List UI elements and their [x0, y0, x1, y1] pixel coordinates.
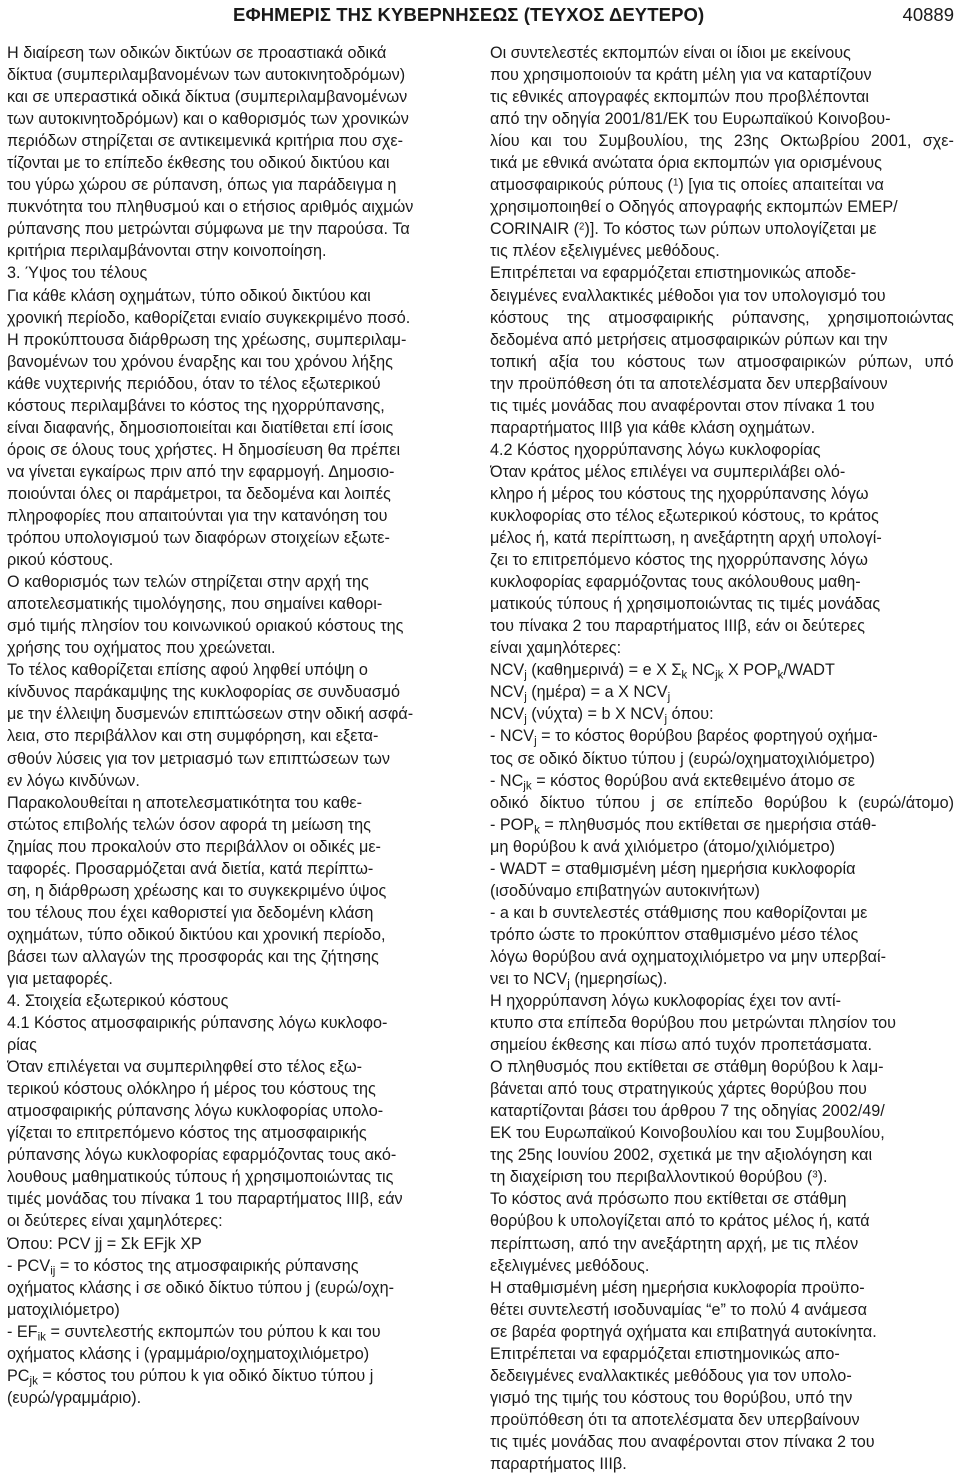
right-column-line: νει το $NCV_j$ (ημερησίως).	[490, 969, 668, 991]
left-column-line: περιόδων στηρίζεται σε αντικειμενικά κριτήρια που σχε-	[7, 132, 403, 151]
left-column-line: κίνδυνος παράκαμψης της κυκλοφορίας σε συνδυασμό	[7, 683, 401, 702]
left-column-line: τιμές μονάδας του πίνακα 1 του παραρτήματος ΙΙΙβ, εάν	[7, 1190, 403, 1209]
left-column-line: Η διαίρεση των οδικών δικτύων σε προαστιακά οδικά	[7, 44, 387, 62]
right-column-line: κόστους της ατμοσφαιρικής ρύπανσης, χρησιμοποιώντας	[490, 308, 954, 327]
right-column-line: σημείου έκθεσης και πίσω από τυχόν προπετάσματα.	[490, 1036, 873, 1055]
right-column-line: - WADT = σταθμισμένη μέση ημερήσια κυκλοφορία	[490, 859, 856, 878]
left-column-line: στώτος επιβολής τελών όσον αφορά τη μείωση της	[7, 815, 371, 834]
right-column-line: τις εθνικές απογραφές εκπομπών που προβλέπονται	[490, 88, 869, 107]
left-column-line: $PC_{jk} = \kappa ό\sigma\tau o\varsigma$ του ρύπου k για οδικό δίκτυο τύπου j	[7, 1366, 374, 1387]
right-column-line: Οι συντελεστές εκπομπών είναι οι ίδιοι με εκείνους	[490, 44, 851, 62]
right-column-line: σε βαρέα φορτηγά οχήματα και επιβατηγά αυτοκίνητα.	[490, 1322, 877, 1341]
right-column-line: ατμοσφαιρικούς ρύπους ($^1$) [για τις οποίες απαιτείται να	[490, 176, 884, 195]
left-column-line: σμό τιμής πλησίον του κοινωνικού οριακού κόστους της	[7, 617, 404, 636]
right-column-line: δειγμένες εναλλακτικές μέθοδοι για τον υπολογισμό του	[490, 286, 886, 305]
right-column-line: χρησιμοποιηθεί ο Οδηγός απογραφής εκπομπών EMEP/	[490, 198, 898, 217]
left-text-column	[7, 42, 471, 1409]
right-column-line: του πίνακα 2 του παραρτήματος ΙΙΙβ, εάν οι δεύτερες	[490, 617, 865, 636]
left-column-line: οι δεύτερες είναι χαμηλότερες:	[7, 1212, 223, 1231]
right-column-line: Επιτρέπεται να εφαρμόζεται επιστημονικώς αποδε-	[490, 264, 857, 283]
right-column-line: εξελιγμένες μεθόδους.	[490, 1256, 650, 1275]
left-column-line: εν λόγω κινδύνων.	[7, 771, 140, 790]
left-column-line: κριτήρια περιλαμβάνονται στην κοινοποίηση.	[7, 242, 327, 261]
right-column-line: είναι χαμηλότερες:	[490, 639, 622, 658]
right-column-line: τοπική αξία του κόστους των ατμοσφαιρικών ρύπων, υπό	[490, 352, 954, 371]
right-column-line: CORINAIR ($^2$)]. Το κόστος των ρύπων υπολογίζεται με	[490, 220, 877, 239]
left-column-line: βάσει των αλλαγών της προσφοράς και της ζήτησης	[7, 947, 379, 966]
left-column-line: αποτελεσματικής τιμολόγησης, που σημαίνει καθορι-	[7, 595, 383, 614]
left-column-line: δίκτυα (συμπεριλαμβανομένων των αυτοκινητοδρόμων)	[7, 66, 406, 85]
right-column-line: προϋπόθεση ότι τα αποτελέσματα δεν υπερβαίνουν	[490, 1410, 860, 1429]
right-column-line: Το κόστος ανά πρόσωπο που εκτίθεται σε στάθμη	[490, 1190, 847, 1209]
left-column-line: ταφορές. Προσαρμόζεται ανά διετία, κατά περίπτω-	[7, 859, 374, 878]
right-column-line: ζει το επιτρεπόμενο κόστος της ηχορρύπανσης λόγω	[490, 551, 868, 570]
right-column-line: μέλος ή, κατά περίπτωση, η ανεξάρτητη αρχή υπολογί-	[490, 529, 882, 548]
left-column-line: ρίας	[7, 1036, 37, 1055]
left-column-line: Ο καθορισμός των τελών στηρίζεται στην αρχή της	[7, 573, 369, 592]
left-column-line: τερικού κόστους ολόκληρο ή μέρος του κόστους της	[7, 1080, 376, 1099]
right-column-line: Ο πληθυσμός που εκτίθεται σε στάθμη θορύβου k λαμ-	[490, 1058, 884, 1077]
left-column-line: πυκνότητα του πληθυσμού και ο ετήσιος αριθμός αιχμών	[7, 198, 414, 217]
left-column-line: ρύπανσης που μετρώνται σύμφωνα με την παρούσα. Τα	[7, 220, 410, 239]
left-column-line: 4.1 Κόστος ατμοσφαιρικής ρύπανσης λόγω κυκλοφο-	[7, 1014, 388, 1033]
right-column-line: μη θορύβου k ανά χιλιόμετρο (άτομο/χιλιόμετρο)	[490, 837, 835, 856]
right-column-line: οδικό δίκτυο τύπου j σε επίπεδο θορύβου k (ευρώ/άτομο)	[490, 793, 954, 812]
left-column-line: Το τέλος καθορίζεται επίσης αφού ληφθεί υπόψη ο	[7, 661, 368, 680]
right-column-line: δεδομένα από μετρήσεις ατμοσφαιρικών ρύπων και την	[490, 330, 888, 349]
page-number: 40889	[902, 4, 954, 25]
left-column-line: Για κάθε κλάση οχημάτων, τύπο οδικού δικτύου και	[7, 286, 371, 305]
right-column-line: βάνεται από τους στρατηγικούς χάρτες θορύβου που	[490, 1080, 867, 1099]
left-column-line: Η προκύπτουσα διάρθρωση της χρέωσης, συμπεριλαμ-	[7, 330, 407, 349]
left-column-line: ματοχιλιόμετρο)	[7, 1300, 120, 1319]
right-text-column	[490, 42, 954, 1475]
right-column-line: από την οδηγία 2001/81/ΕΚ του Ευρωπαϊκού Κοινοβου-	[490, 110, 891, 129]
right-column-line: κυκλοφορίας εφαρμόζοντας τους ακόλουθους μαθη-	[490, 573, 861, 592]
right-column-line: $NCV_j$ (ημέρα) = a X $NCV_j$	[490, 683, 671, 704]
right-column-line: Η σταθμισμένη μέση ημερήσια κυκλοφορία προϋπο-	[490, 1278, 865, 1297]
left-column-line: με την έλλειψη δυσμενών επιπτώσεων στην οδική ασφά-	[7, 705, 414, 724]
right-column-line: τις πλέον εξελιγμένες μεθόδους.	[490, 242, 720, 261]
left-column-line: του τέλους που έχει καθοριστεί για δεδομένη κλάση	[7, 903, 374, 922]
right-column-line: $NCV_j$ (καθημερινά) = e X $\Sigma_k$ $NC_{jk}$ X $POP_k$/WADT	[490, 661, 835, 682]
right-column-line: παραρτήματος ΙΙΙβ για κάθε κλάση οχημάτων.	[490, 418, 816, 437]
left-column-line: ζημίας που προκαλούν στο περιβάλλον οι οδικές με-	[7, 837, 381, 856]
left-column-line: χρήσης του οχήματος που χρεώνεται.	[7, 639, 276, 658]
left-column-line: Παρακολουθείται η αποτελεσματικότητα του καθε-	[7, 793, 362, 812]
right-column-line: που χρησιμοποιούν τα κράτη μέλη για να καταρτίζουν	[490, 66, 872, 85]
right-column-line: - $NC_{jk} = \kappa ό\sigma\tau o\varsigma$ θορύβου ανά εκτεθειμένο άτομο σε	[490, 771, 855, 792]
right-column-line: κυκλοφορίας στο τέλος εξωτερικού κόστους, το κράτος	[490, 506, 879, 525]
left-column-line: κόστους περιλαμβάνει το κόστος της ηχορρύπανσης,	[7, 396, 385, 415]
left-column-line: όροις σε όλους τους χρήστες. Η δημοσίευση θα πρέπει	[7, 440, 401, 459]
left-column-line: Όπου: PCV jj = Σk EFjk XP	[7, 1234, 202, 1253]
left-column-line: είναι διαφανής, δημοσιοποιείται και διατίθεται επί ίσοις	[7, 418, 394, 437]
left-column-line: ση, η διάρθρωση χρέωσης και το συγκεκριμένο ύψος	[7, 881, 387, 900]
left-column-line: (ευρώ/γραμμάριο).	[7, 1388, 142, 1407]
right-column-line: καταρτίζονται βάσει του άρθρου 7 της οδηγίας 2002/49/	[490, 1102, 885, 1121]
right-column-line: θορύβου k υπολογίζεται από το κράτος μέλος ή, κατά	[490, 1212, 870, 1231]
left-column-line: για μεταφορές.	[7, 969, 113, 988]
right-column-line: παραρτήματος ΙΙΙβ.	[490, 1455, 627, 1473]
right-column-line: την προϋπόθεση ότι τα αποτελέσματα δεν υπερβαίνουν	[490, 374, 888, 393]
right-column-line: (ισοδύναμο επιβατηγών αυτοκινήτων)	[490, 881, 760, 900]
left-column-line: πληροφορίες που απαιτούνται για την κατανόηση του	[7, 506, 388, 525]
left-column-line: χρονική περίοδο, καθορίζεται ενιαίο συγκεκριμένο ποσό.	[7, 308, 411, 327]
left-column-line: ατμοσφαιρικής ρύπανσης λόγω κυκλοφορίας υπολο-	[7, 1102, 384, 1121]
right-column-line: θέτει συντελεστή ισοδυναμίας “e” το πολύ 4 ανάμεσα	[490, 1300, 867, 1319]
right-column-line: γισμό της τιμής του κόστους του θορύβου, υπό την	[490, 1388, 853, 1407]
left-column-line: 3. Ύψος του τέλους	[7, 264, 148, 283]
left-column-line: ρικού κόστους.	[7, 551, 114, 570]
right-column-line: ματικούς τύπους ή χρησιμοποιώντας τις τιμές μονάδας	[490, 595, 881, 614]
left-column-line: τρόπου υπολογισμού των διαφόρων στοιχείων εξωτε-	[7, 529, 390, 548]
left-column-line: να γίνεται εγκαίρως πριν από την εφαρμογή. Δημοσιο-	[7, 462, 395, 481]
right-column-line: λίου και του Συμβουλίου, της 23ης Οκτωβρίου 2001, σχε-	[490, 132, 954, 151]
right-column-line: - $NCV_j = \tau o$ κόστος θορύβου βαρέος φορτηγού οχήμα-	[490, 727, 878, 748]
right-column-line: - $POP_k = \pi\lambda\eta\theta\upsilon\sigma\mu ό\varsigma$ που εκτίθεται σε ημερήσια στάθ-	[490, 815, 877, 836]
right-column-line: τος σε οδικό δίκτυο τύπου j (ευρώ/οχηματοχιλιόμετρο)	[490, 749, 875, 768]
left-column-line: Όταν επιλέγεται να συμπεριληφθεί στο τέλος εξω-	[7, 1058, 362, 1077]
right-column-line: - a και b συντελεστές στάθμισης που καθορίζονται με	[490, 903, 868, 922]
right-column-line: τικά με εθνικά ανώτατα όρια εκπομπών για ορισμένους	[490, 154, 882, 173]
right-column-line: κτυπο στα επίπεδα θορύβου που μετρώνται πλησίον του	[490, 1014, 897, 1033]
left-column-line: κάθε νυχτερινής περιόδου, όταν το τέλος εξωτερικού	[7, 374, 381, 393]
right-column-line: τρόπο ώστε το προκύπτον σταθμισμένο μέσο τέλος	[490, 925, 859, 944]
left-column-line: βανομένων του χρόνου έναρξης και του χρόνου λήξης	[7, 352, 393, 371]
right-column-line: της 25ης Ιουνίου 2002, σχετικά με την αξιολόγηση και	[490, 1146, 873, 1165]
left-column-line: οχήματος κλάσης i (γραμμάριο/οχηματοχιλιόμετρο)	[7, 1344, 370, 1363]
left-column-line: και σε υπεραστικά οδικά δίκτυα (συμπεριλαμβανομένων	[7, 88, 408, 107]
right-column-line: τις τιμές μονάδας που αναφέρονται στον πίνακα 1 του	[490, 396, 875, 415]
right-column-line: λόγω θορύβου ανά οχηματοχιλιόμετρο να μην υπερβαί-	[490, 947, 887, 966]
right-column-line: $NCV_j$ (νύχτα) = b X $NCV_j$ όπου:	[490, 705, 714, 726]
right-column-line: Όταν κράτος μέλος επιλέγει να συμπεριλάβει ολό-	[490, 462, 846, 481]
right-column-line: Επιτρέπεται να εφαρμόζεται επιστημονικώς απο-	[490, 1344, 840, 1363]
left-column-line: ποιούνται όλες οι παράμετροι, τα δεδομένα και λοιπές	[7, 484, 391, 503]
left-column-line: του γύρω χώρου σε ρύπανση, όπως για παράδειγμα η	[7, 176, 397, 195]
right-column-line: Η ηχορρύπανση λόγω κυκλοφορίας έχει τον αντί-	[490, 992, 841, 1011]
left-column-line: - $EF_{ik} = \sigma\upsilon\nu\tau\varepsilon\lambda\varepsilon\sigma\tau ή\varsigma$ εκπομπών του ρύπου k και του	[7, 1322, 381, 1343]
left-column-line: οχήματος κλάσης i σε οδικό δίκτυο τύπου j (ευρώ/οχη-	[7, 1278, 394, 1297]
right-column-line: κληρο ή μέρος του κόστους της ηχορρύπανσης λόγω	[490, 484, 869, 503]
left-column-line: λεια, στο περιβάλλον και στη συμφόρηση, και εξετα-	[7, 727, 379, 746]
left-column-line: των αυτοκινητοδρόμων) και ο καθορισμός των χρονικών	[7, 110, 409, 129]
right-column-line: ΕΚ του Ευρωπαϊκού Κοινοβουλίου και του Συμβουλίου,	[490, 1124, 885, 1143]
gazette-title: ΕΦΗΜΕΡΙΣ ΤΗΣ ΚΥΒΕΡΝΗΣΕΩΣ (ΤΕΥΧΟΣ ΔΕΥΤΕΡΟ)	[233, 4, 705, 25]
right-column-line: δεδειγμένες εναλλακτικές μεθόδους για τον υπολο-	[490, 1366, 852, 1385]
page-header	[0, 0, 960, 30]
left-column-line: οχημάτων, τύπο οδικού δικτύου και χρονική περίοδο,	[7, 925, 386, 944]
left-column-line: γίζεται το επιτρεπόμενο κόστος της ατμοσφαιρικής	[7, 1124, 367, 1143]
right-column-line: περίπτωση, από την ανεξάρτητη αρχή, με τις πλέον	[490, 1234, 859, 1253]
right-column-line: τη διαχείριση του περιβαλλοντικού θορύβου ($^3$).	[490, 1168, 828, 1187]
left-column-line: - $PCV_{ij} = \tau o$ κόστος της ατμοσφαιρικής ρύπανσης	[7, 1256, 359, 1277]
left-column-line: σθούν λύσεις για τον μετριασμό των επιπτώσεων των	[7, 749, 391, 768]
right-column-line: τις τιμές μονάδας που αναφέρονται στον πίνακα 2 του	[490, 1432, 875, 1451]
left-column-line: ρύπανσης λόγω κυκλοφορίας εφαρμόζοντας τους ακό-	[7, 1146, 397, 1165]
left-column-line: λουθους μαθηματικούς τύπους ή χρησιμοποιώντας τις	[7, 1168, 394, 1187]
left-column-line: τίζονται με το επίπεδο έκθεσης του οδικού δικτύου και	[7, 154, 390, 173]
left-column-line: 4. Στοιχεία εξωτερικού κόστους	[7, 992, 229, 1011]
right-column-line: 4.2 Κόστος ηχορρύπανσης λόγω κυκλοφορίας	[490, 440, 821, 459]
